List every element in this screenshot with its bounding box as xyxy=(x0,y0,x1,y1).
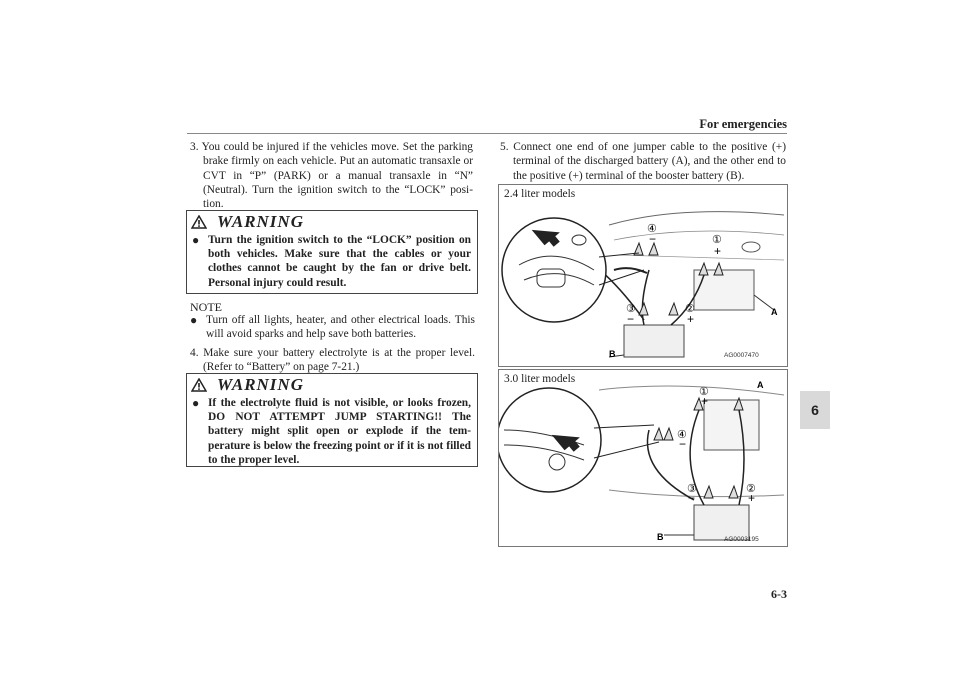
note-text: Turn off all lights, heater, and other electrical loads. This will avoid sparks and help save both batteries. xyxy=(206,314,475,341)
label-a: A xyxy=(771,307,778,317)
warning-header xyxy=(187,211,477,233)
label-4: ④ xyxy=(677,429,687,441)
figure-code: AG0007470 xyxy=(724,352,759,359)
bullet-icon: ● xyxy=(192,233,200,247)
step-5-text: 5. Connect one end of one jumper cable to the positive (+) terminal of the discharged battery (A), and the other end to the positive (+) terminal of the booster battery (B). xyxy=(500,141,786,182)
warning-header xyxy=(187,374,477,396)
step-4-text: 4. Make sure your battery electrolyte is at the proper level. (Refer to “Battery” on page 7-21.) xyxy=(190,347,475,374)
bullet-icon: ● xyxy=(192,396,200,410)
label-plus: + xyxy=(687,312,695,326)
label-2: ② xyxy=(685,303,695,315)
label-minus: − xyxy=(679,437,687,451)
running-header: For emergencies xyxy=(699,117,787,131)
step-3-text: 3. You could be injured if the vehicles move. Set the parking brake firmly on each vehicle. Put an automatic transaxle or CVT in “P” (PARK) or a manual transaxle in “N” (Neutral). Turn the ignition switch to the “LOCK” posi-tion. xyxy=(190,141,473,211)
figure-caption: 2.4 liter models xyxy=(504,188,576,200)
warning-text: Turn the ignition switch to the “LOCK” position on both vehicles. Make sure that the cables or your clothes cannot be caught by the fan or drive belt. Personal injury could result. xyxy=(208,234,471,289)
label-plus: + xyxy=(714,244,722,258)
figure-caption: 3.0 liter models xyxy=(504,373,576,385)
warning-triangle-icon xyxy=(191,215,207,229)
label-2: ② xyxy=(746,483,756,495)
step-4 xyxy=(190,346,475,375)
label-3: ③ xyxy=(626,303,636,315)
warning-title: WARNING xyxy=(217,212,304,231)
label-4: ④ xyxy=(647,223,657,235)
note-label: NOTE xyxy=(190,300,222,314)
label-1: ① xyxy=(699,386,709,398)
jump-start-illustration-2 xyxy=(499,370,787,546)
warning-title: WARNING xyxy=(217,375,304,394)
label-plus: + xyxy=(748,491,756,505)
warning-box-1 xyxy=(186,210,478,294)
header-rule xyxy=(187,133,787,134)
label-plus: + xyxy=(701,394,709,408)
step-5 xyxy=(500,140,786,183)
label-minus: − xyxy=(627,312,635,326)
chapter-tab: 6 xyxy=(800,391,830,429)
jump-start-illustration-1 xyxy=(499,185,787,366)
warning-triangle-icon xyxy=(191,378,207,392)
label-minus: − xyxy=(649,232,657,246)
bullet-icon: ● xyxy=(190,313,198,327)
page-number: 6-3 xyxy=(771,587,787,601)
note-item xyxy=(190,313,475,342)
figure-3-0-liter xyxy=(498,369,788,547)
label-a: A xyxy=(757,380,764,390)
label-3: ③ xyxy=(687,483,697,495)
warning-text: If the electrolyte fluid is not visible, or looks frozen, DO NOT ATTEMPT JUMP STARTING!! The battery might split open or explode if the tem-perature is below the freezing point or if it is not filled to the proper level. xyxy=(208,397,471,466)
warning-box-2 xyxy=(186,373,478,467)
label-minus: − xyxy=(688,491,696,505)
figure-2-4-liter xyxy=(498,184,788,367)
label-b: B xyxy=(609,349,616,359)
step-3 xyxy=(190,140,473,211)
figure-code: AG0003195 xyxy=(724,536,759,543)
label-b: B xyxy=(657,532,664,542)
label-1: ① xyxy=(712,234,722,246)
